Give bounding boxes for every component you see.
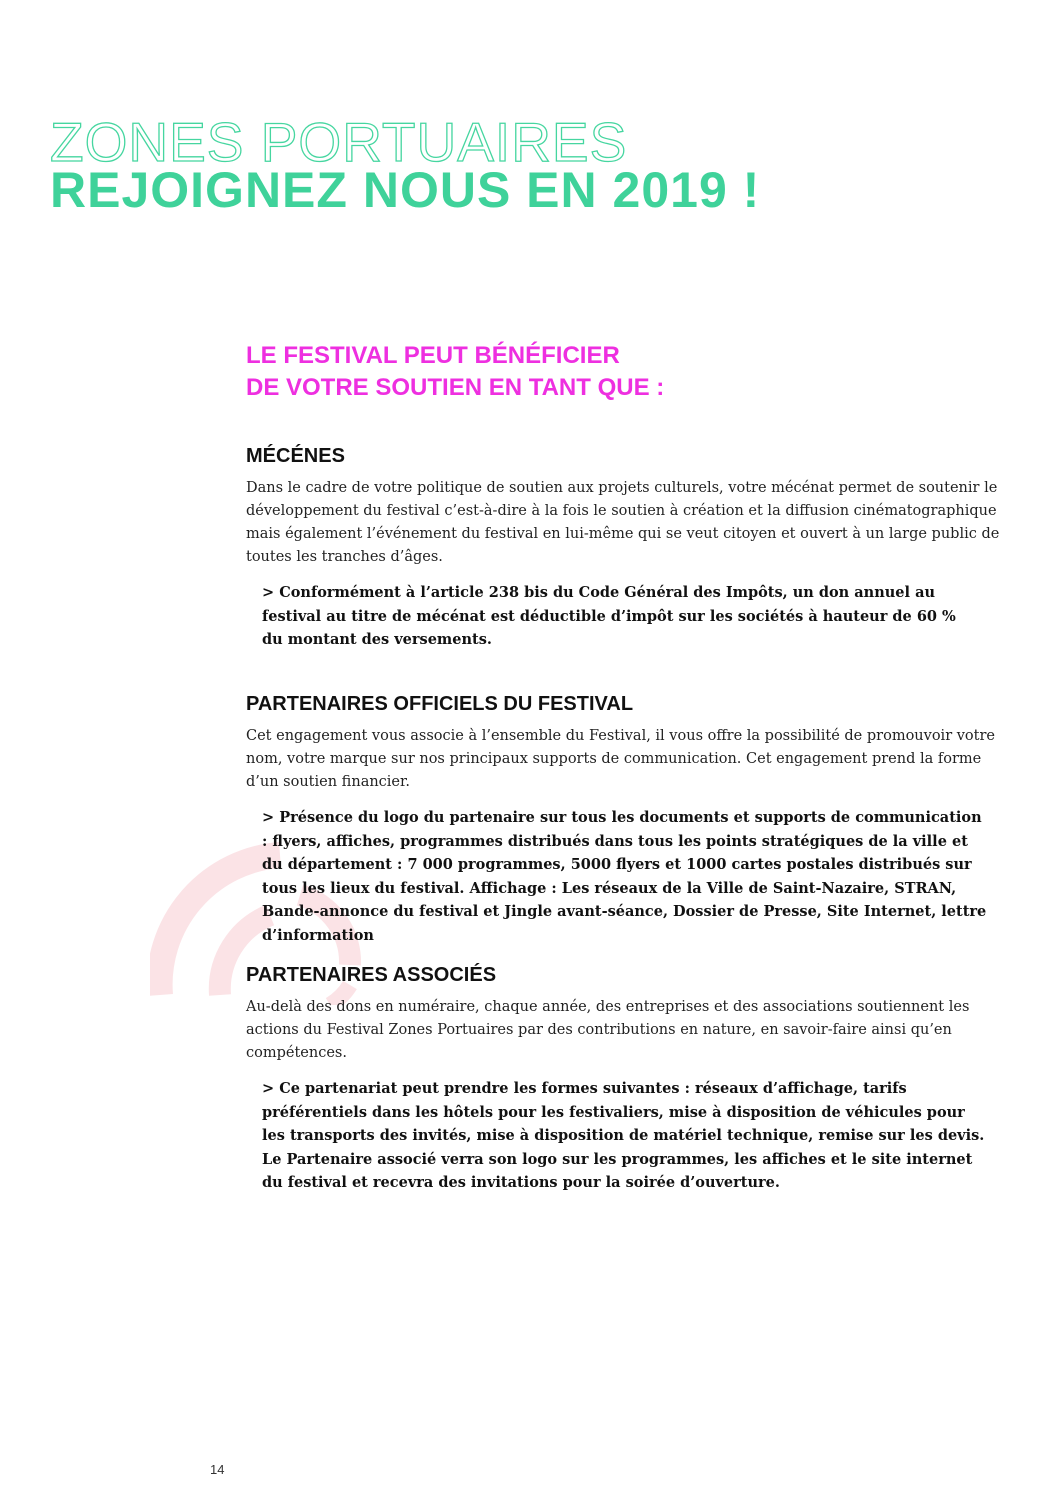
section-partenaires-officiels	[246, 691, 1006, 947]
intro-line-1: LE FESTIVAL PEUT BÉNÉFICIER	[246, 342, 620, 369]
intro-line-2: DE VOTRE SOUTIEN EN TANT QUE :	[246, 374, 665, 401]
section-note: > Présence du logo du partenaire sur tous les documents et supports de communication : flyers, affiches, programmes distribués dans tous les points stratégiques de la ville et du département : 7 000 programmes, 5000 flyers et 1000 cartes postales distribués sur tous les lieux du festival. Affichage : Les réseaux de la Ville de Saint-Nazaire, STRAN, Bande-annonce du festival et Jingle avant-séance, Dossier de Presse, Site Internet, lettre d’information	[262, 809, 987, 944]
section-heading: PARTENAIRES ASSOCIÉS	[246, 964, 497, 986]
section-partenaires-associes	[246, 962, 1006, 1195]
page-number: 14	[210, 1462, 225, 1477]
intro-heading	[246, 340, 1006, 404]
section-body: Dans le cadre de votre politique de soutien aux projets culturels, votre mécénat permet de soutenir le développement du festival c’est-à-dire à la fois le soutien à création et la diffusion cinématographique mais également l’événement du festival en lui-même qui se veut citoyen et ouvert à un large public de toutes les tranches d’âges.	[246, 480, 1000, 565]
section-heading: MÉCÉNES	[246, 445, 345, 467]
section-note: > Conformément à l’article 238 bis du Code Général des Impôts, un don annuel au festival au titre de mécénat est déductible d’impôt sur les sociétés à hauteur de 60 % du montant des versements.	[262, 584, 956, 648]
section-heading: PARTENAIRES OFFICIELS DU FESTIVAL	[246, 693, 634, 715]
section-body: Au-delà des dons en numéraire, chaque année, des entreprises et des associations soutiennent les actions du Festival Zones Portuaires par des contributions en nature, en savoir-faire ainsi qu’en compétences.	[246, 999, 970, 1061]
section-note: > Ce partenariat peut prendre les formes suivantes : réseaux d’affichage, tarifs préférentiels dans les hôtels pour les festivaliers, mise à disposition de véhicules pour les transports des invités, mise à disposition de matériel technique, remise sur les devis. Le Partenaire associé verra son logo sur les programmes, les affiches et le site internet du festival et recevra des invitations pour la soirée d’ouverture.	[262, 1080, 985, 1191]
title-line-light: ZONES PORTUAIRES	[50, 111, 628, 173]
section-body: Cet engagement vous associe à l’ensemble du Festival, il vous offre la possibilité de promouvoir votre nom, votre marque sur nos principaux supports de communication. Cet engagement prend la forme d’un soutien financier.	[246, 728, 995, 790]
title-line-bold: REJOIGNEZ NOUS EN 2019 !	[50, 162, 761, 218]
section-mecenes	[246, 443, 1006, 652]
